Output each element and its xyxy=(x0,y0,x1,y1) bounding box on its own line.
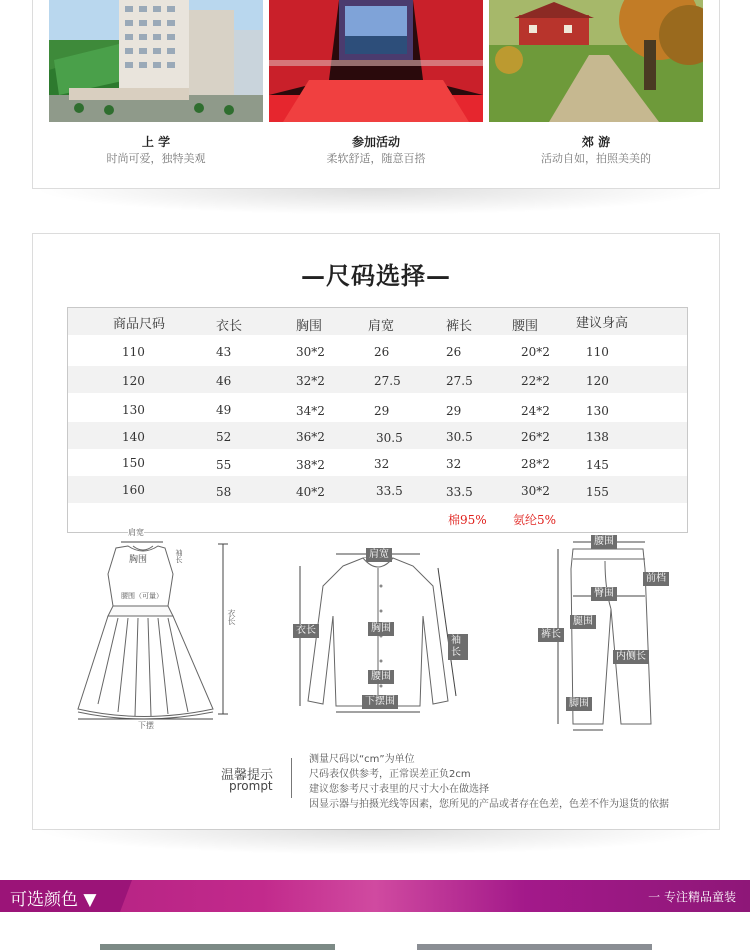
dress-shoulder-label: 肩宽 xyxy=(128,528,144,537)
cell: 55 xyxy=(216,458,232,472)
card-shadow xyxy=(32,189,718,215)
header-height: 建议身高 xyxy=(576,316,629,331)
cell: 32 xyxy=(374,457,390,471)
shirt-diagram xyxy=(288,546,468,721)
cell: 36*2 xyxy=(296,430,325,444)
scenes-card xyxy=(32,0,720,189)
pants-thigh-tag: 腿围 xyxy=(570,615,596,629)
cell: 120 xyxy=(586,374,609,388)
scene-title-school: 上 学 xyxy=(141,135,171,149)
cell: 27.5 xyxy=(374,374,401,388)
pants-inseam-tag: 内侧长 xyxy=(613,650,649,664)
shirt-sleeve-tag: 袖长 xyxy=(448,634,468,660)
header-chest: 胸围 xyxy=(296,319,323,334)
dress-diagram xyxy=(73,528,243,734)
cell: 46 xyxy=(216,374,232,388)
shirt-shoulder-tag: 肩宽 xyxy=(366,548,392,562)
cell: 33.5 xyxy=(376,484,403,498)
cell: 130 xyxy=(586,404,609,418)
cell: 58 xyxy=(216,485,232,499)
pants-waist-tag: 腰围 xyxy=(591,535,617,549)
cell: 29 xyxy=(374,404,390,418)
color-bar-slogan: 一 专注精品童装 xyxy=(648,890,736,904)
cell: 49 xyxy=(216,403,232,417)
cell: 32 xyxy=(446,457,462,471)
size-chart-card xyxy=(32,233,720,830)
dress-waist-label: 腰围（可量） xyxy=(121,592,163,600)
tip-line: 尺码表仅供参考，正常误差正负2cm xyxy=(309,769,471,780)
cell: 38*2 xyxy=(296,458,325,472)
stage-photo xyxy=(269,0,483,122)
table-row xyxy=(68,449,687,476)
shirt-waist-tag: 腰围 xyxy=(368,670,394,684)
cell: 130 xyxy=(122,403,145,417)
cell: 20*2 xyxy=(521,345,550,359)
shirt-hem-tag: 下摆围 xyxy=(362,695,398,709)
header-size: 商品尺码 xyxy=(113,317,166,332)
color-thumbnail[interactable] xyxy=(100,944,335,950)
size-heading: —尺码选择— xyxy=(301,261,451,290)
dress-length-label: 衣长 xyxy=(227,609,236,625)
table-row xyxy=(68,395,687,422)
cell: 110 xyxy=(122,345,145,359)
tip-line: 测量尺码以“cm”为单位 xyxy=(309,754,415,765)
cell: 150 xyxy=(122,456,145,470)
table-row xyxy=(68,339,687,366)
header-waist: 腰围 xyxy=(512,319,539,334)
cell: 30.5 xyxy=(376,431,403,445)
cell: 33.5 xyxy=(446,485,473,499)
cell: 120 xyxy=(122,374,145,388)
cell: 52 xyxy=(216,430,232,444)
header-shoulder: 肩宽 xyxy=(368,319,395,334)
tip-line: 建议您参考尺寸表里的尺寸大小在做选择 xyxy=(309,784,489,795)
table-header-row xyxy=(68,308,687,335)
cell: 40*2 xyxy=(296,485,325,499)
cell: 29 xyxy=(446,404,462,418)
cell: 43 xyxy=(216,345,232,359)
card-shadow xyxy=(32,829,718,855)
cell: 34*2 xyxy=(296,404,325,418)
color-thumbnail[interactable] xyxy=(417,944,652,950)
pants-diagram xyxy=(533,534,683,734)
dress-chest-label: 胸围 xyxy=(129,555,148,565)
color-bar-wedge xyxy=(120,880,132,912)
shirt-length-tag: 衣长 xyxy=(293,624,319,638)
cell: 28*2 xyxy=(521,457,550,471)
shirt-chest-tag: 胸围 xyxy=(368,622,394,636)
cell: 140 xyxy=(122,430,145,444)
color-selector-bar xyxy=(0,880,750,912)
cell: 138 xyxy=(586,430,609,444)
material-spandex: 氨纶5% xyxy=(513,513,557,527)
cell: 26*2 xyxy=(521,430,550,444)
table-row xyxy=(68,366,687,393)
cell: 32*2 xyxy=(296,374,325,388)
scene-desc-school: 时尚可爱，独特美观 xyxy=(106,152,206,165)
cell: 24*2 xyxy=(521,404,550,418)
scene-desc-outing: 活动自如，拍照美美的 xyxy=(541,152,651,165)
material-cotton: 棉95% xyxy=(448,513,487,527)
pants-front-rise-tag: 前档 xyxy=(643,572,669,586)
color-options-title[interactable]: 可选颜色 ▼ xyxy=(10,890,97,910)
cell: 160 xyxy=(122,483,145,497)
table-row xyxy=(68,476,687,503)
countryside-photo xyxy=(489,0,703,122)
scene-title-outing: 郊 游 xyxy=(581,135,611,149)
dress-illustration xyxy=(73,534,243,734)
cell: 30*2 xyxy=(296,345,325,359)
pants-hip-tag: 臀围 xyxy=(591,587,617,601)
pants-length-tag: 裤长 xyxy=(538,628,564,642)
header-length: 衣长 xyxy=(216,319,243,334)
cell: 26 xyxy=(446,345,462,359)
size-table xyxy=(67,307,688,533)
cell: 145 xyxy=(586,458,609,472)
cell: 27.5 xyxy=(446,374,473,388)
tips-label-cn: 温馨提示 xyxy=(221,768,274,783)
dress-hem-label: 下摆 xyxy=(138,721,154,730)
tips-divider xyxy=(291,758,292,798)
cell: 26 xyxy=(374,345,390,359)
cell: 30*2 xyxy=(521,484,550,498)
scene-desc-event: 柔软舒适，随意百搭 xyxy=(326,152,426,165)
header-pants-length: 裤长 xyxy=(446,319,473,334)
dress-sleeve-label: 袖长 xyxy=(175,549,183,563)
school-photo xyxy=(49,0,263,122)
cell: 22*2 xyxy=(521,374,550,388)
pants-foot-tag: 脚围 xyxy=(566,697,592,711)
tips-label-en: prompt xyxy=(229,779,273,793)
cell: 155 xyxy=(586,485,609,499)
cell: 110 xyxy=(586,345,609,359)
scene-title-event: 参加活动 xyxy=(351,135,400,149)
cell: 30.5 xyxy=(446,430,473,444)
table-row xyxy=(68,422,687,449)
tip-line: 因显示器与拍摄光线等因素，您所见的产品或者存在色差，色差不作为退货的依据 xyxy=(309,799,669,810)
